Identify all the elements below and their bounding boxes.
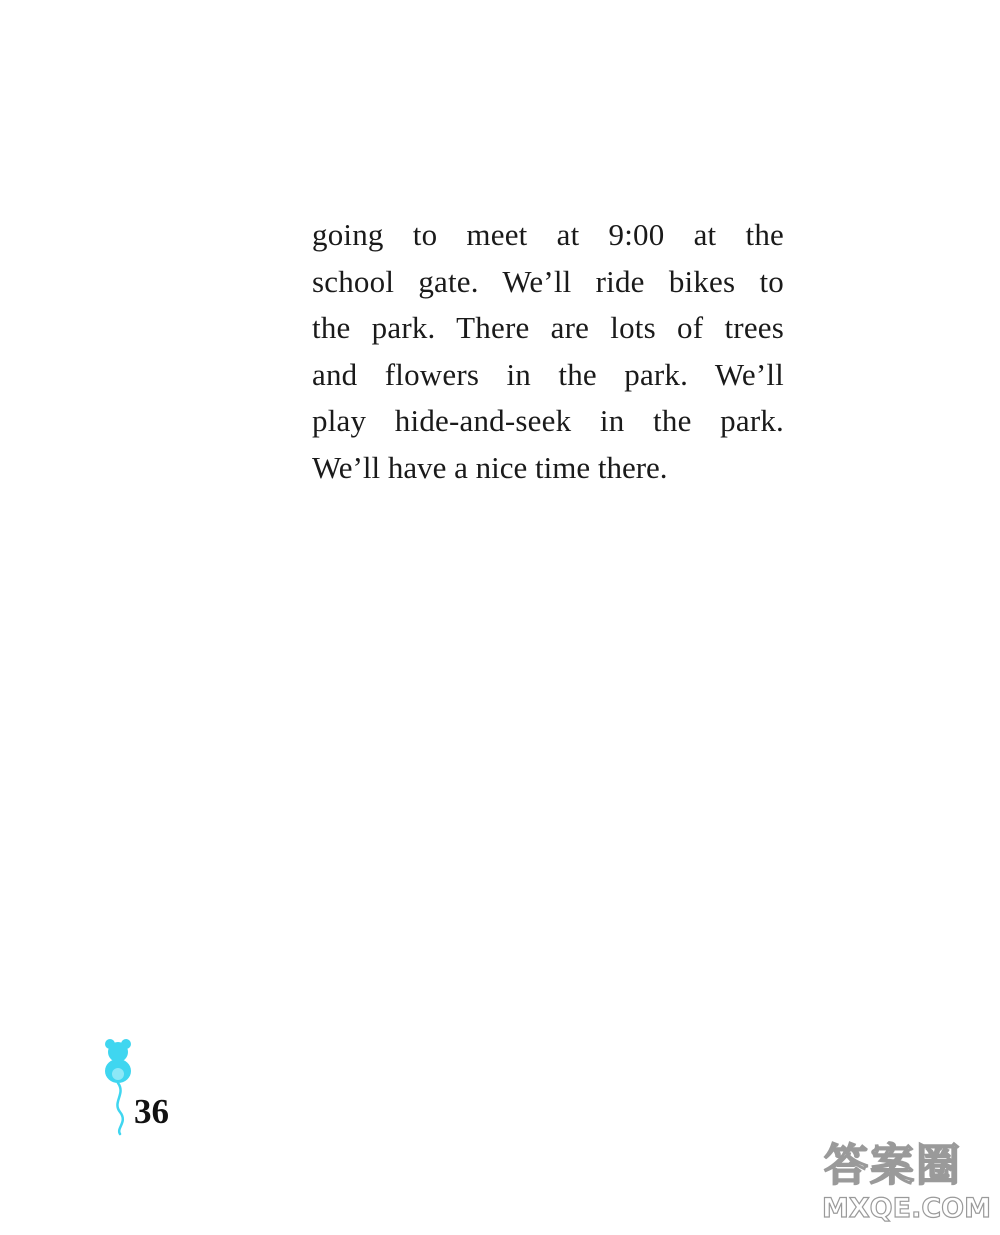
text-line: and flowers in the park. We’ll — [312, 356, 784, 392]
text-line: the park. There are lots of trees — [312, 310, 784, 346]
text-line: school gate. We’ll ride bikes to — [312, 263, 784, 299]
page-number: 36 — [134, 1092, 169, 1131]
watermark-top-text: 答案圈 — [824, 1140, 962, 1191]
text-line: play hide-and-seek in the park. — [312, 403, 784, 439]
watermark — [820, 1140, 992, 1228]
teddy-bear-balloon-icon — [98, 1036, 138, 1136]
text-line: We’ll have a nice time there. — [312, 449, 668, 485]
page-body-text — [312, 212, 784, 492]
watermark-bottom-text: MXQE.COM — [822, 1193, 991, 1224]
text-line: going to meet at 9:00 at the — [312, 217, 784, 252]
